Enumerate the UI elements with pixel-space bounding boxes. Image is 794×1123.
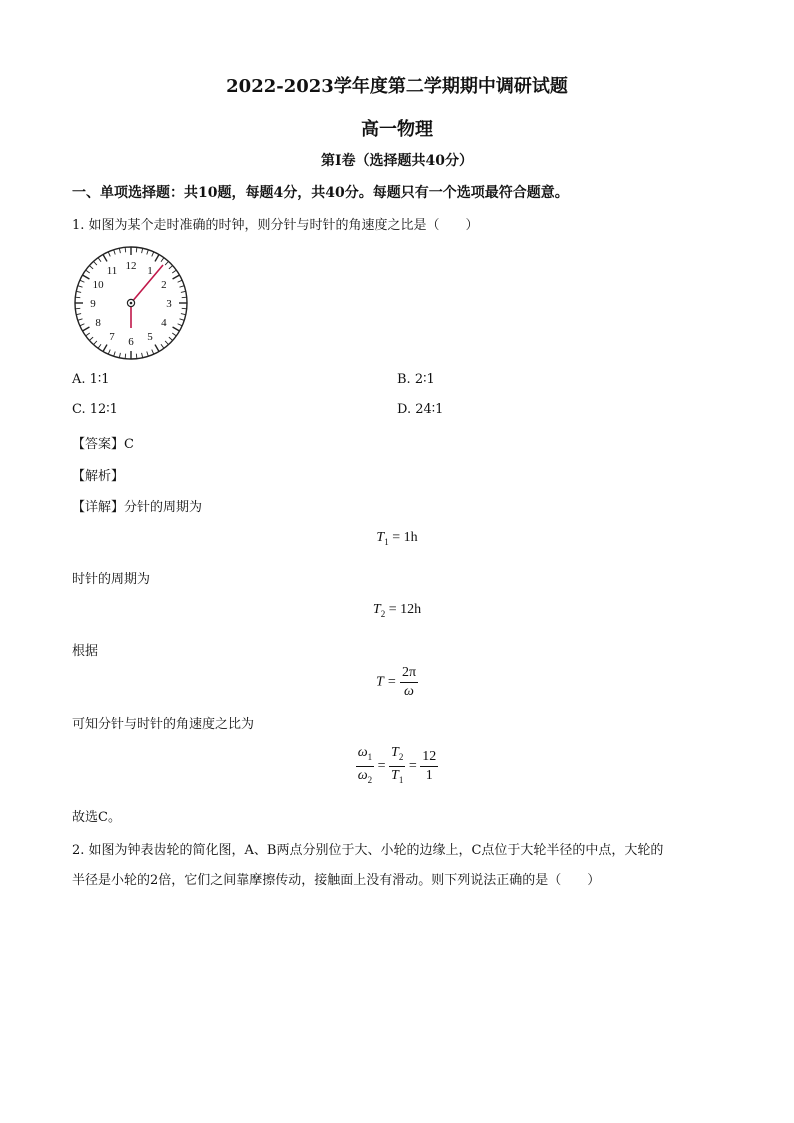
conclusion-text: 故选C。 <box>72 810 121 825</box>
clock-tick <box>136 247 137 252</box>
clock-number: 4 <box>161 317 167 329</box>
ratio-text: 可知分针与时针的角速度之比为 <box>72 717 255 732</box>
clock-tick <box>182 308 187 309</box>
clock-tick <box>182 297 187 298</box>
answer-tag: 【答案】C <box>72 437 134 452</box>
q1-option-a: A. 1∶1 <box>72 372 110 387</box>
formula-minute-period: $T_1 = 1h$ <box>376 530 418 547</box>
q1-option-d: D. 24∶1 <box>397 402 444 417</box>
exam-subtitle: 高一物理 <box>361 119 433 140</box>
clock-number: 2 <box>161 279 167 291</box>
q1-option-b: B. 2∶1 <box>397 372 435 387</box>
clock-number: 5 <box>147 330 153 343</box>
question-2-line-1: 2. 如图为钟表齿轮的简化图，A、B两点分别位于大、小轮的边缘上，C点位于大轮半径的中点，大轮的 <box>72 843 664 858</box>
clock-tick <box>75 297 80 298</box>
q1-option-c: C. 12∶1 <box>72 402 118 417</box>
clock-number: 3 <box>166 298 172 310</box>
clock-number: 1 <box>147 265 153 278</box>
clock-number: 12 <box>125 260 137 272</box>
question-1-stem: 1. 如图为某个走时准确的时钟，则分针与时针的角速度之比是（ ） <box>72 218 479 233</box>
formula-omega-ratio: $\frac{\omega_1}{\omega_2}$ = $\frac{T_2}{T_1}$ = $\frac{12}{1}$ <box>357 745 437 785</box>
clock-number: 9 <box>90 298 96 310</box>
clock-number: 8 <box>95 317 101 329</box>
exam-title: 2022-2023学年度第二学期期中调研试题 <box>226 76 568 97</box>
clock-tick <box>75 308 80 309</box>
clock-number: 10 <box>92 279 104 291</box>
formula-period-omega: T = $\frac{2\pi}{\omega}$ <box>375 665 417 699</box>
clock-tick <box>125 354 126 359</box>
clock-tick <box>136 354 137 359</box>
clock-tick <box>125 247 126 252</box>
detail-text: 【详解】分针的周期为 <box>72 500 203 515</box>
clock-figure <box>72 244 190 362</box>
according-text: 根据 <box>72 644 99 659</box>
question-2-line-2: 半径是小轮的2倍，它们之间靠摩擦传动，接触面上没有滑动。则下列说法正确的是（ ） <box>72 873 601 888</box>
clock-number: 6 <box>128 336 134 348</box>
formula-hour-period: $T_2 = 12h$ <box>372 602 422 619</box>
clock-number: 11 <box>106 265 118 278</box>
part-heading: 第Ⅰ卷（选择题共40分） <box>320 153 474 169</box>
clock-number: 7 <box>109 330 115 343</box>
analysis-tag: 【解析】 <box>72 469 125 484</box>
section-heading: 一、单项选择题：共10题，每题4分，共40分。每题只有一个选项最符合题意。 <box>72 185 569 201</box>
hour-period-text: 时针的周期为 <box>72 572 151 587</box>
